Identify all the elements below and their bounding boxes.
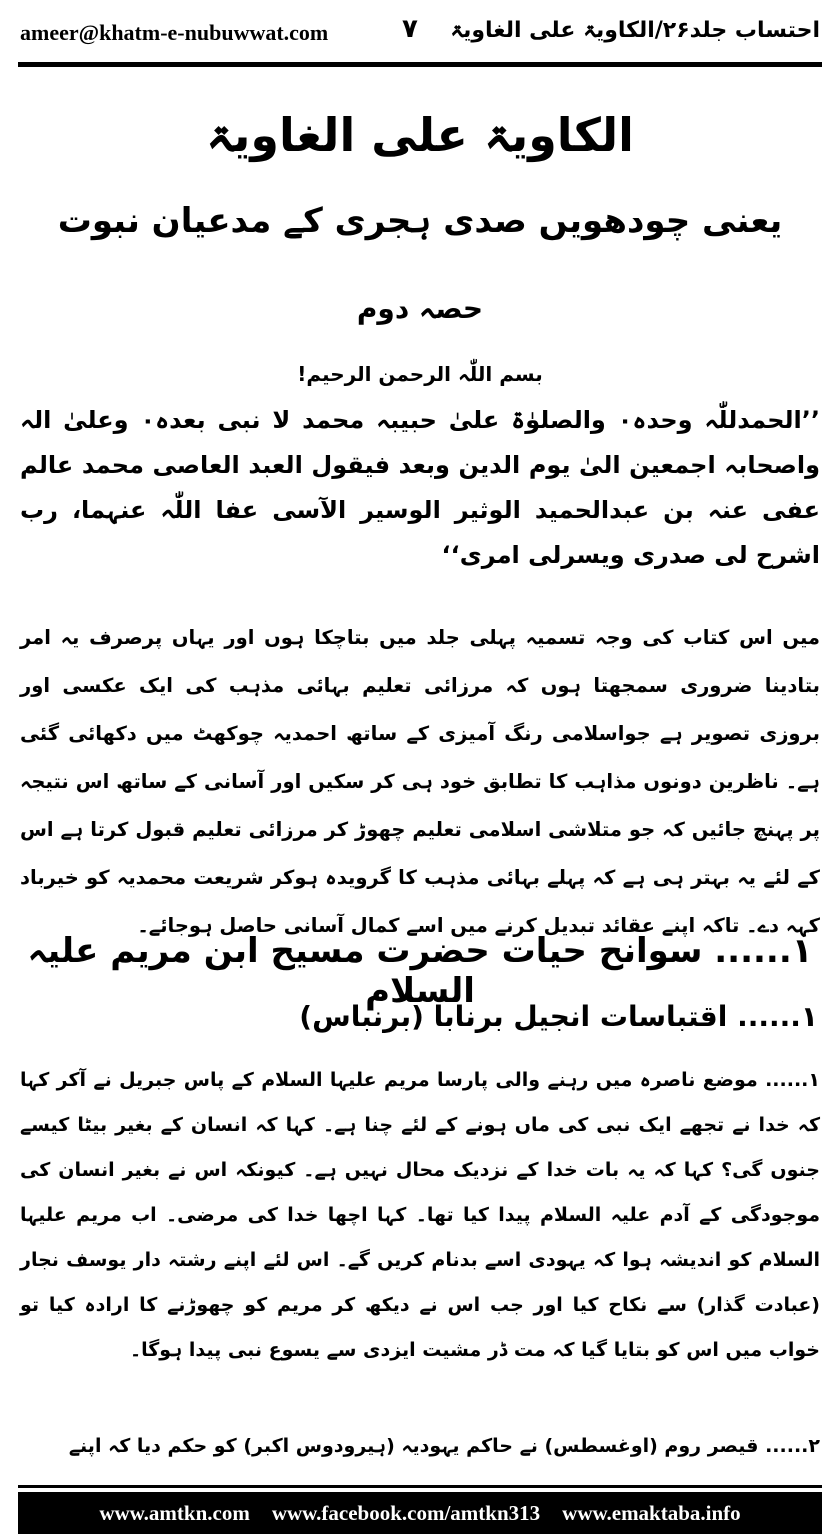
book-title: الکاویۃ علی الغاویۃ bbox=[206, 108, 634, 162]
footer-rule bbox=[18, 1485, 822, 1488]
page-number: ۷ bbox=[402, 14, 418, 44]
subsection-heading: ۱...... اقتباسات انجیل برنابا (برنباس) bbox=[299, 1000, 818, 1033]
email-address[interactable]: ameer@khatm-e-nubuwwat.com bbox=[20, 20, 329, 45]
bismillah: بسم اللّٰہ الرحمن الرحیم! bbox=[297, 362, 543, 386]
footer-link-emaktaba[interactable]: www.emaktaba.info bbox=[562, 1500, 741, 1525]
paragraph-2: ۲...... قیصر روم (اوغسطس) نے حاکم یہودیہ (ہیرودوس اکبر) کو حکم دیا کہ اپنے bbox=[68, 1435, 820, 1457]
running-head: احتساب جلد۲۶/الکاویۃ علی الغاویۃ bbox=[450, 18, 820, 43]
book-subtitle: یعنی چودھویں صدی ہجری کے مدعیان نبوت bbox=[57, 201, 783, 241]
footer-link-amtkn[interactable]: www.amtkn.com bbox=[99, 1500, 250, 1525]
page-footer bbox=[18, 1492, 822, 1534]
header-rule bbox=[18, 62, 822, 67]
page-header bbox=[0, 0, 840, 70]
paragraph-1: ۱...... موضع ناصرہ میں رہنے والی پارسا مریم علیہا السلام کے پاس جبریل نے آکر کہا کہ خدا نے تجھے ایک نبی کی ماں ہونے کے لئے چنا ہے۔ کہا کہ انسان کے بغیر بیٹا کیسے جنوں گی؟ کہا کہ یہ بات خدا کے نزدیک محال نہیں ہے۔ کیونکہ اس نے بغیر انسان کی موجودگی کے آدم علیہ السلام پیدا کیا تھا۔ کہا اچھا خدا کی مرضی۔ اب مریم علیہا السلام کو اندیشہ ہوا کہ یہودی اسے بدنام کریں گے۔ اس لئے اپنے رشتہ دار یوسف نجار (عبادت گذار) سے نکاح کیا اور جب اس نے دیکھ کر مریم کو چھوڑنے کا ارادہ کیا تو خواب میں اس کو بتایا گیا کہ مت ڈر مشیت ایزدی سے یسوع نبی پیدا ہوگا۔ bbox=[20, 1069, 820, 1361]
intro-paragraph: میں اس کتاب کی وجہ تسمیہ پہلی جلد میں بتاچکا ہوں اور یہاں پرصرف یہ امر بتادینا ضروری سمجھتا ہوں کہ مرزائی تعلیم بہائی مذہب کی ایک عکسی اور بروزی تصویر ہے جواسلامی رنگ آمیزی کے ساتھ احمدیہ چوکھٹ میں دکھائی گئی ہے۔ ناظرین دونوں مذاہب کا تطابق خود ہی کر سکیں اور آسانی کے ساتھ اس نتیجہ پر پہنچ جائیں کہ جو متلاشی اسلامی تعلیم چھوڑ کر مرزائی تعلیم قبول کرتا ہے اس کے لئے یہ بہتر ہی ہے کہ پہلے بہائی مذہب کا گرویدہ ہوکر شریعت محمدیہ کو خیرباد کہہ دے۔ تاکہ اپنے عقائد تبدیل کرنے میں اسے کمال آسانی حاصل ہوجائے۔ bbox=[20, 626, 820, 937]
section-heading: ۱...... سوانح حیات حضرت مسیح ابن مریم علیہ السلام bbox=[27, 931, 813, 1011]
part-label: حصہ دوم bbox=[356, 292, 484, 325]
arabic-invocation: ’’الحمدللّٰہ وحدہ۰ والصلوٰۃ علیٰ حبیبہ محمد لا نبی بعدہ۰ وعلیٰ الہ واصحابہ اجمعین الیٰ یوم الدین وبعد فیقول العبد العاصی محمد عالم عفی عنہ بن عبدالحمید الوثیر الوسیر الآسی عفا اللّٰہ عنہما، رب اشرح لی صدری ویسرلی امری‘‘ bbox=[20, 406, 821, 569]
footer-link-facebook[interactable]: www.facebook.com/amtkn313 bbox=[271, 1500, 541, 1525]
